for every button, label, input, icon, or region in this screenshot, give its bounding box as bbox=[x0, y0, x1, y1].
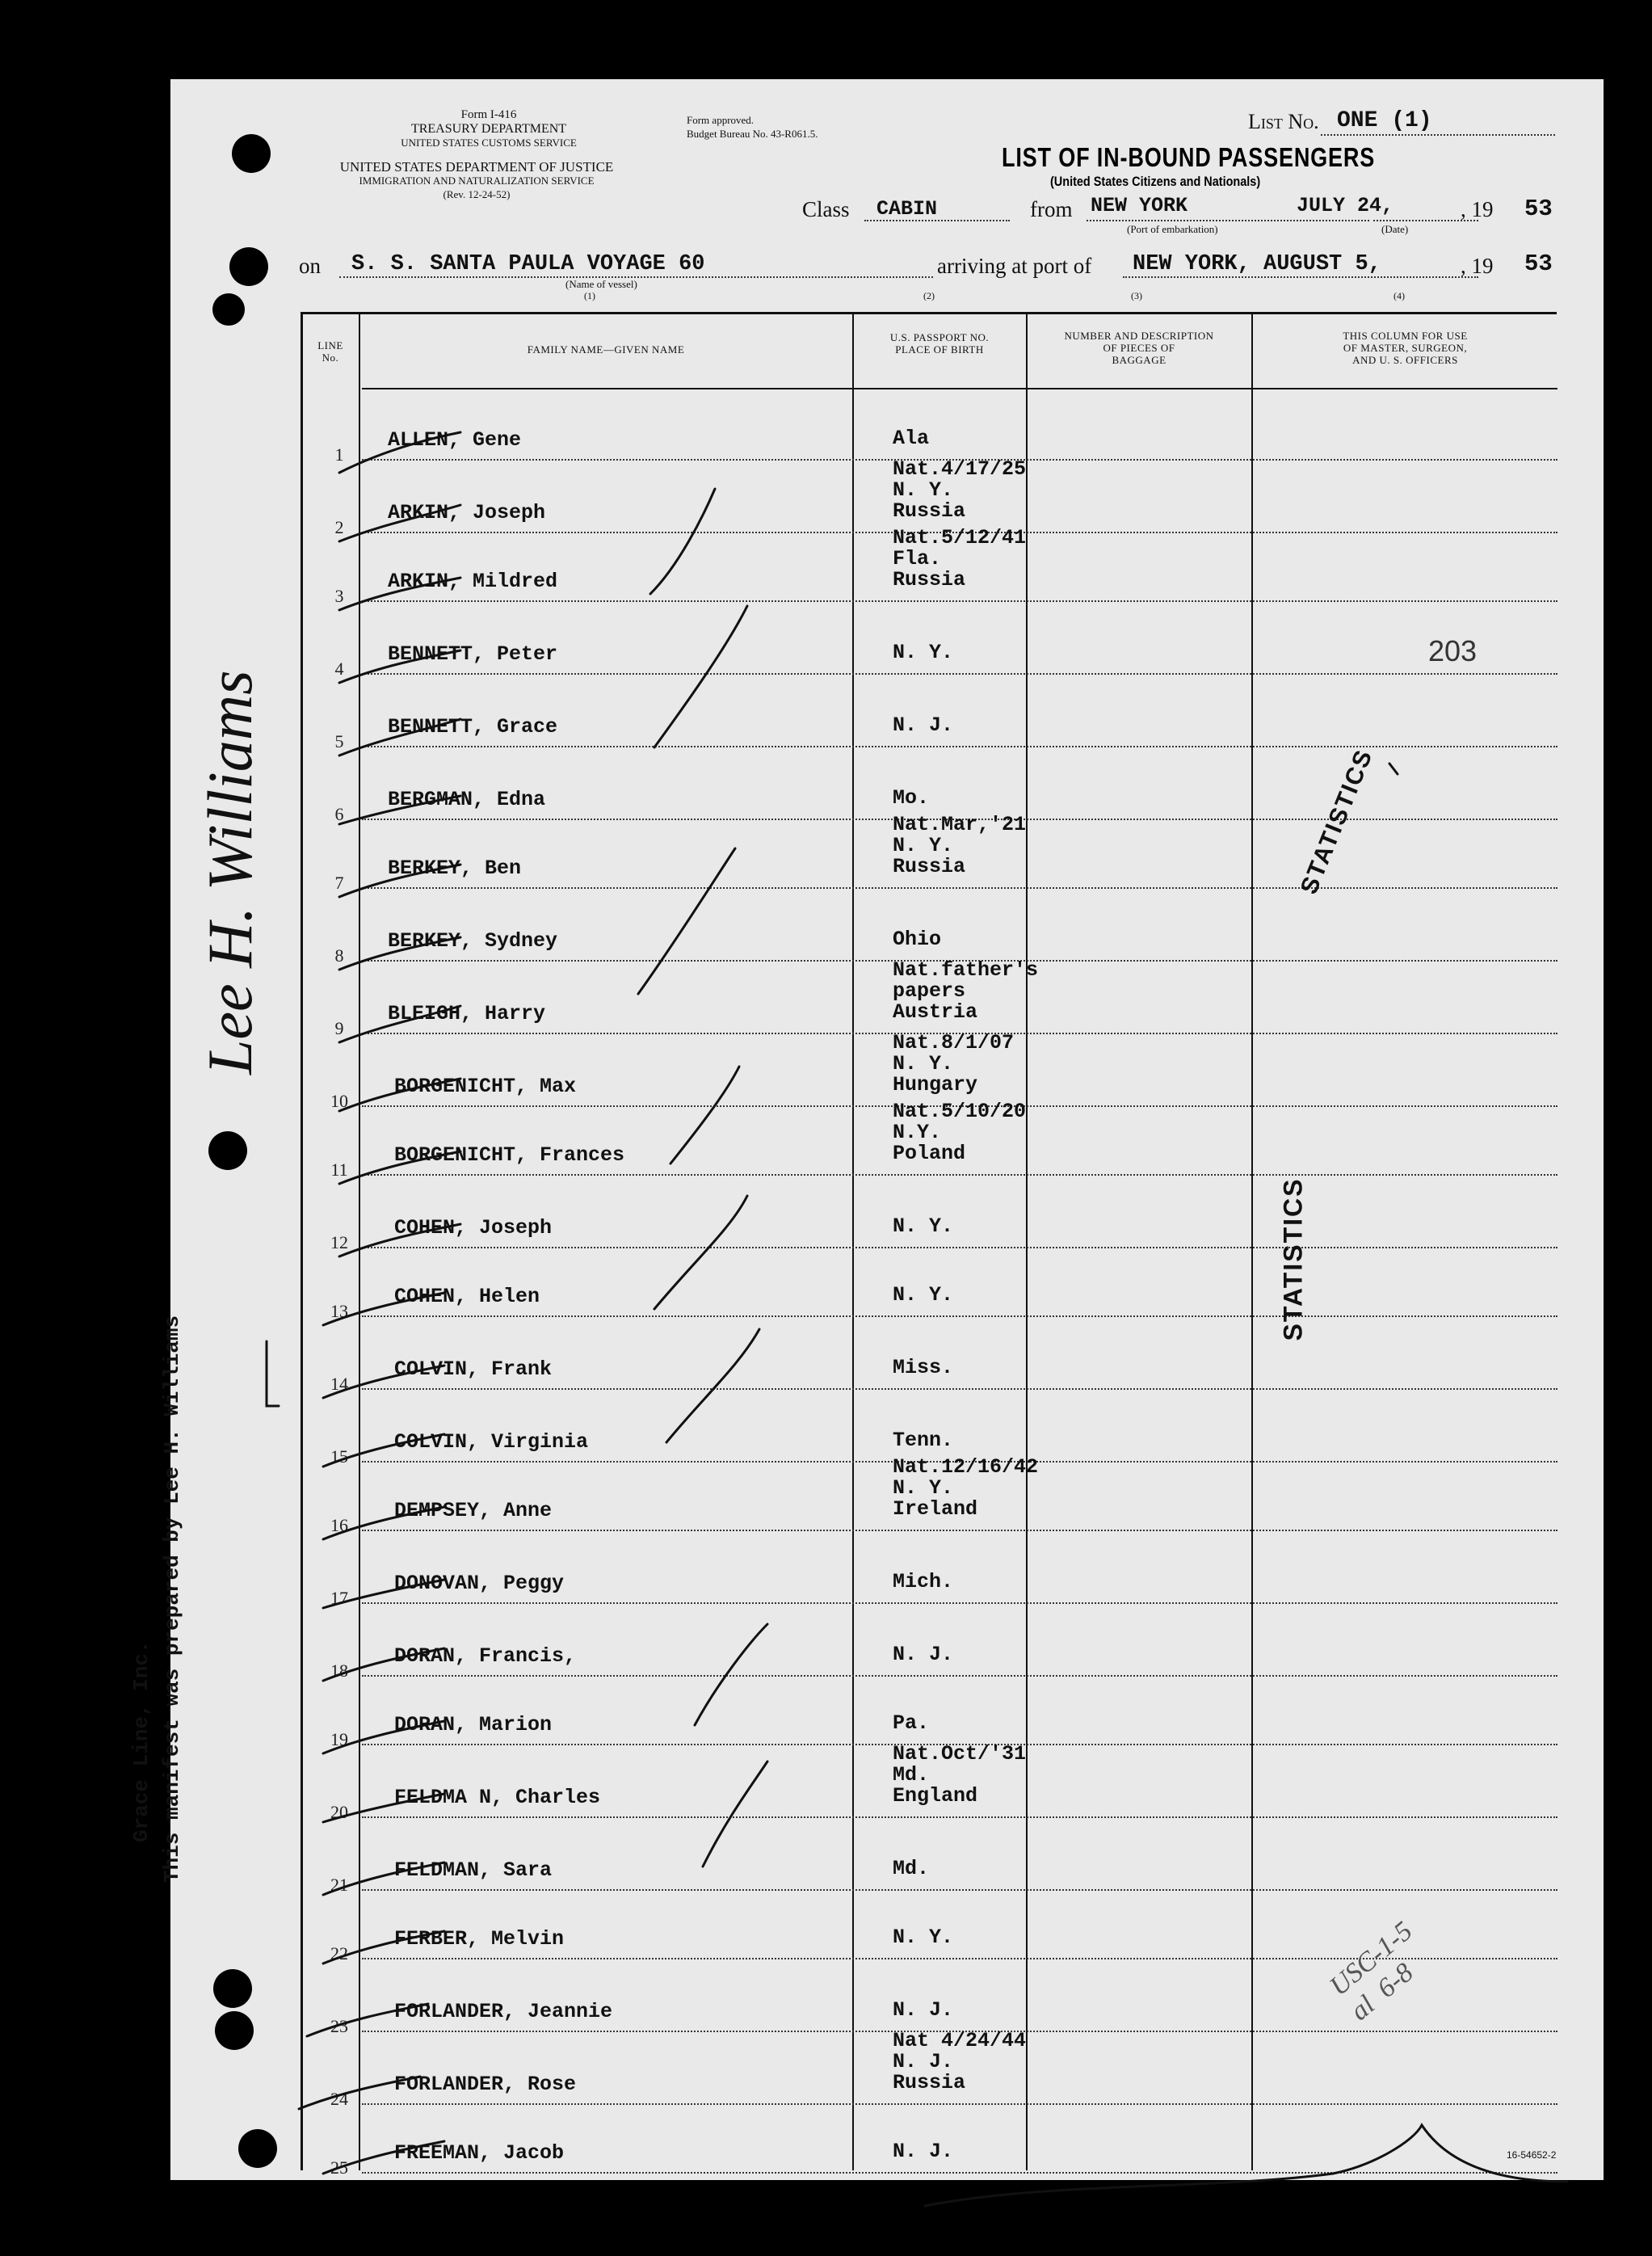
date-caption: (Date) bbox=[1381, 223, 1409, 235]
place-of-birth: N. J. bbox=[893, 1643, 954, 1666]
place-of-birth: Ala bbox=[893, 427, 930, 450]
form-id-block: Form I-416 TREASURY DEPARTMENT UNITED STATES CUSTOMS SERVICE bbox=[401, 108, 577, 149]
line-number: 16 bbox=[330, 1515, 348, 1535]
place-of-birth: Nat.8/1/07 N. Y. Hungary bbox=[893, 1031, 1015, 1096]
line-number: 1 bbox=[334, 444, 344, 465]
col-divider-name bbox=[852, 312, 854, 2170]
passenger-name: BENNETT, Peter bbox=[388, 642, 558, 666]
table-header-rule bbox=[362, 388, 1557, 389]
place-of-birth: Miss. bbox=[893, 1356, 954, 1379]
from-value: NEW YORK bbox=[1091, 194, 1188, 217]
place-of-birth: N. J. bbox=[893, 2140, 954, 2163]
side-text-company: Grace Line, Inc. bbox=[129, 1640, 153, 1842]
year-value-1: 53 bbox=[1524, 196, 1553, 222]
row-rule bbox=[362, 2103, 1557, 2105]
col-caption-2: (2) bbox=[923, 290, 935, 301]
line-number: 7 bbox=[334, 873, 344, 893]
class-value: CABIN bbox=[876, 197, 938, 221]
row-rule bbox=[362, 1889, 1557, 1891]
place-of-birth: Nat.5/12/41 Fla. Russia bbox=[893, 526, 1027, 591]
passenger-name: DORAN, Francis, bbox=[394, 1644, 577, 1668]
row-rule bbox=[362, 673, 1557, 675]
on-label: on bbox=[299, 254, 321, 278]
line-number: 15 bbox=[330, 1446, 348, 1467]
list-no-label: List No. bbox=[1248, 110, 1319, 133]
row-rule bbox=[362, 1388, 1557, 1390]
place-of-birth: N. Y. bbox=[893, 1926, 954, 1949]
col-caption-4: (4) bbox=[1393, 290, 1405, 301]
line-number: 10 bbox=[330, 1091, 348, 1111]
place-of-birth: Tenn. bbox=[893, 1429, 954, 1452]
passenger-name: FORLANDER, Rose bbox=[394, 2073, 577, 2096]
passenger-name: BERKEY, Ben bbox=[388, 857, 522, 880]
place-of-birth: Pa. bbox=[893, 1711, 930, 1735]
line-number: 12 bbox=[330, 1232, 348, 1252]
line-number: 4 bbox=[334, 659, 344, 679]
place-of-birth: N. J. bbox=[893, 1998, 954, 2022]
page-subtitle: (United States Citizens and Nationals) bbox=[1050, 174, 1261, 189]
year-prefix-2: , 19 bbox=[1461, 254, 1494, 278]
vessel-value: S. S. SANTA PAULA VOYAGE 60 bbox=[351, 252, 705, 276]
place-of-birth: Mich. bbox=[893, 1570, 954, 1593]
passenger-name: BLEIGH, Harry bbox=[388, 1002, 546, 1025]
row-rule bbox=[362, 887, 1557, 889]
passenger-name: FREEMAN, Jacob bbox=[394, 2141, 565, 2165]
passenger-name: DEMPSEY, Anne bbox=[394, 1499, 553, 1522]
table-left-border bbox=[301, 312, 303, 2170]
row-rule bbox=[362, 1602, 1557, 1604]
place-of-birth: Mo. bbox=[893, 786, 930, 810]
arriving-label: arriving at port of bbox=[937, 254, 1092, 278]
row-rule bbox=[362, 1174, 1557, 1176]
line-number: 20 bbox=[330, 1802, 348, 1822]
place-of-birth: Nat 4/24/44 N. J. Russia bbox=[893, 2029, 1027, 2094]
row-rule bbox=[362, 1315, 1557, 1317]
line-number: 9 bbox=[334, 1018, 344, 1038]
place-of-birth: N. J. bbox=[893, 713, 954, 737]
passenger-name: FERBER, Melvin bbox=[394, 1927, 565, 1951]
row-rule bbox=[362, 746, 1557, 747]
form-code: 16-54652-2 bbox=[1507, 2149, 1557, 2161]
date-value: JULY 24, bbox=[1297, 194, 1394, 217]
passenger-name: BORGENICHT, Frances bbox=[394, 1143, 625, 1167]
passenger-name: DONOVAN, Peggy bbox=[394, 1572, 565, 1595]
table-top-border bbox=[301, 312, 1557, 314]
line-number: 3 bbox=[334, 586, 344, 606]
statistics-stamp: STATISTICS bbox=[1295, 745, 1378, 899]
statistics-stamp: STATISTICS bbox=[1278, 1177, 1308, 1341]
line-number: 25 bbox=[330, 2157, 348, 2178]
passenger-name: DORAN, Marion bbox=[394, 1713, 553, 1736]
place-of-birth: Nat.father's papers Austria bbox=[893, 958, 1039, 1024]
form-approved: Form approved. Budget Bureau No. 43-R061.5. bbox=[687, 114, 818, 140]
punch-hole bbox=[238, 2129, 277, 2168]
passenger-name: BENNETT, Grace bbox=[388, 715, 558, 739]
place-of-birth: N. Y. bbox=[893, 1283, 954, 1307]
punch-hole bbox=[232, 134, 271, 173]
col-caption-3: (3) bbox=[1131, 290, 1142, 301]
punch-hole bbox=[212, 293, 245, 326]
line-number: 11 bbox=[330, 1160, 348, 1180]
line-number: 8 bbox=[334, 945, 344, 966]
side-text-prepared: This manifest was prepared by Lee H. Williams bbox=[160, 1315, 184, 1883]
manifest-page bbox=[170, 79, 1604, 2180]
vessel-caption: (Name of vessel) bbox=[565, 278, 637, 290]
punch-hole bbox=[229, 247, 268, 286]
passenger-name: BERGMAN, Edna bbox=[388, 788, 546, 811]
handwritten-note: USC-1-5 al 6-8 bbox=[1324, 1916, 1419, 2027]
place-of-birth: N. Y. bbox=[893, 641, 954, 664]
signature-vertical: Lee H. Williams bbox=[195, 670, 265, 1075]
line-number: 13 bbox=[330, 1301, 348, 1321]
passenger-name: FELDMA N, Charles bbox=[394, 1786, 601, 1809]
year-value-2: 53 bbox=[1524, 250, 1553, 277]
arriving-value: NEW YORK, AUGUST 5, bbox=[1133, 252, 1381, 276]
officer-number: 203 bbox=[1428, 634, 1478, 667]
punch-hole bbox=[215, 2011, 254, 2050]
place-of-birth: Nat.Mar,'21 N. Y. Russia bbox=[893, 813, 1027, 878]
col-head-line: LINE No. bbox=[317, 339, 343, 364]
list-no-value: ONE (1) bbox=[1337, 108, 1432, 133]
line-number: 22 bbox=[330, 1943, 348, 1963]
passenger-name: ALLEN, Gene bbox=[388, 428, 522, 452]
passenger-name: BORGENICHT, Max bbox=[394, 1075, 577, 1098]
passenger-name: COLVIN, Virginia bbox=[394, 1430, 589, 1454]
row-rule bbox=[362, 1675, 1557, 1677]
place-of-birth: Nat.5/10/20 N.Y. Poland bbox=[893, 1100, 1027, 1165]
col-head-baggage: NUMBER AND DESCRIPTION OF PIECES OF BAGGAGE bbox=[1064, 330, 1214, 366]
col-head-passport: U.S. PASSPORT NO. PLACE OF BIRTH bbox=[889, 331, 990, 356]
row-rule bbox=[362, 1247, 1557, 1248]
place-of-birth: Nat.Oct/'31 Md. England bbox=[893, 1742, 1027, 1808]
line-number: 21 bbox=[330, 1875, 348, 1895]
passenger-name: FELDMAN, Sara bbox=[394, 1858, 553, 1882]
row-rule bbox=[362, 600, 1557, 602]
col-divider-baggage bbox=[1251, 312, 1253, 2170]
line-number: 14 bbox=[330, 1374, 348, 1394]
passenger-name: FORLANDER, Jeannie bbox=[394, 2000, 613, 2023]
place-of-birth: Md. bbox=[893, 1857, 930, 1880]
passenger-name: BERKEY, Sydney bbox=[388, 929, 558, 953]
year-prefix-1: , 19 bbox=[1461, 197, 1494, 221]
line-number: 24 bbox=[330, 2089, 348, 2109]
punch-hole bbox=[213, 1969, 252, 2008]
place-of-birth: N. Y. bbox=[893, 1214, 954, 1238]
row-rule bbox=[362, 1530, 1557, 1531]
row-rule bbox=[362, 2172, 1557, 2174]
passenger-name: COLVIN, Frank bbox=[394, 1357, 553, 1381]
line-number: 5 bbox=[334, 731, 344, 751]
place-of-birth: Ohio bbox=[893, 928, 942, 951]
from-label: from bbox=[1030, 197, 1073, 221]
line-number: 6 bbox=[334, 804, 344, 824]
punch-hole bbox=[208, 1131, 247, 1170]
line-number: 17 bbox=[330, 1588, 348, 1608]
col-head-officers: THIS COLUMN FOR USE OF MASTER, SURGEON, AND U. S. OFFICERS bbox=[1343, 330, 1468, 366]
passenger-name: ARKIN, Joseph bbox=[388, 501, 546, 524]
place-of-birth: Nat.12/16/42 N. Y. Ireland bbox=[893, 1455, 1039, 1521]
line-number: 2 bbox=[334, 517, 344, 537]
class-label: Class bbox=[802, 197, 850, 221]
col-caption-1: (1) bbox=[584, 290, 595, 301]
col-divider-passport bbox=[1026, 312, 1028, 2170]
line-number: 18 bbox=[330, 1660, 348, 1681]
port-caption: (Port of embarkation) bbox=[1127, 223, 1218, 235]
passenger-name: COHEN, Helen bbox=[394, 1285, 540, 1308]
col-head-name: FAMILY NAME—GIVEN NAME bbox=[527, 343, 685, 356]
line-number: 19 bbox=[330, 1729, 348, 1749]
page-title: LIST OF IN-BOUND PASSENGERS bbox=[1002, 142, 1376, 172]
place-of-birth: Nat.4/17/25 N. Y. Russia bbox=[893, 457, 1027, 523]
line-number: 23 bbox=[330, 2016, 348, 2036]
department-block: UNITED STATES DEPARTMENT OF JUSTICE IMMIGRATION AND NATURALIZATION SERVICE (Rev. 12-24-52) bbox=[339, 159, 614, 200]
passenger-name: ARKIN, Mildred bbox=[388, 570, 558, 593]
row-rule bbox=[362, 1816, 1557, 1818]
passenger-name: COHEN, Joseph bbox=[394, 1216, 553, 1240]
